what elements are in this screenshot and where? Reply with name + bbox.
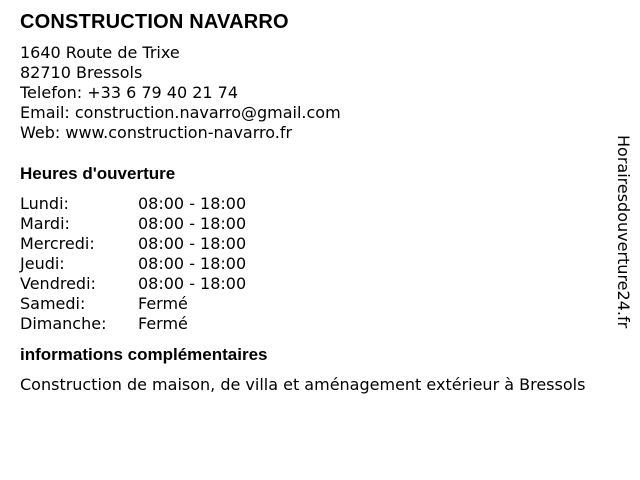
hours-row-saturday xyxy=(20,294,610,314)
hours-row-sunday xyxy=(20,314,610,334)
hours-time: Fermé xyxy=(138,314,188,333)
additional-info-text: Construction de maison, de villa et aménagement extérieur à Bressols xyxy=(20,375,586,394)
hours-day: Samedi: xyxy=(20,294,86,313)
website-line: Web: www.construction-navarro.fr xyxy=(20,123,293,142)
hours-time: 08:00 - 18:00 xyxy=(138,194,247,213)
hours-day: Jeudi: xyxy=(20,254,65,273)
hours-time: Fermé xyxy=(138,294,188,313)
opening-hours-title: Heures d'ouverture xyxy=(20,164,176,183)
hours-day: Mardi: xyxy=(20,214,70,233)
opening-hours-table xyxy=(20,194,610,334)
company-name: CONSTRUCTION NAVARRO xyxy=(20,11,289,33)
business-card xyxy=(20,10,610,395)
address-line-street: 1640 Route de Trixe xyxy=(20,43,180,62)
hours-row-tuesday xyxy=(20,214,610,234)
hours-row-monday xyxy=(20,194,610,214)
address-line-city: 82710 Bressols xyxy=(20,63,143,82)
hours-day: Dimanche: xyxy=(20,314,107,333)
hours-time: 08:00 - 18:00 xyxy=(138,254,247,273)
hours-time: 08:00 - 18:00 xyxy=(138,274,247,293)
additional-info-title: informations complémentaires xyxy=(20,345,268,364)
hours-day: Vendredi: xyxy=(20,274,96,293)
hours-time: 08:00 - 18:00 xyxy=(138,214,247,233)
email-line: Email: construction.navarro@gmail.com xyxy=(20,103,341,122)
hours-day: Lundi: xyxy=(20,194,69,213)
hours-day: Mercredi: xyxy=(20,234,95,253)
phone-line: Telefon: +33 6 79 40 21 74 xyxy=(20,83,239,102)
hours-row-thursday xyxy=(20,254,610,274)
side-watermark-label: Horairesdouverture24.fr xyxy=(614,135,633,329)
hours-row-friday xyxy=(20,274,610,294)
hours-time: 08:00 - 18:00 xyxy=(138,234,247,253)
hours-row-wednesday xyxy=(20,234,610,254)
